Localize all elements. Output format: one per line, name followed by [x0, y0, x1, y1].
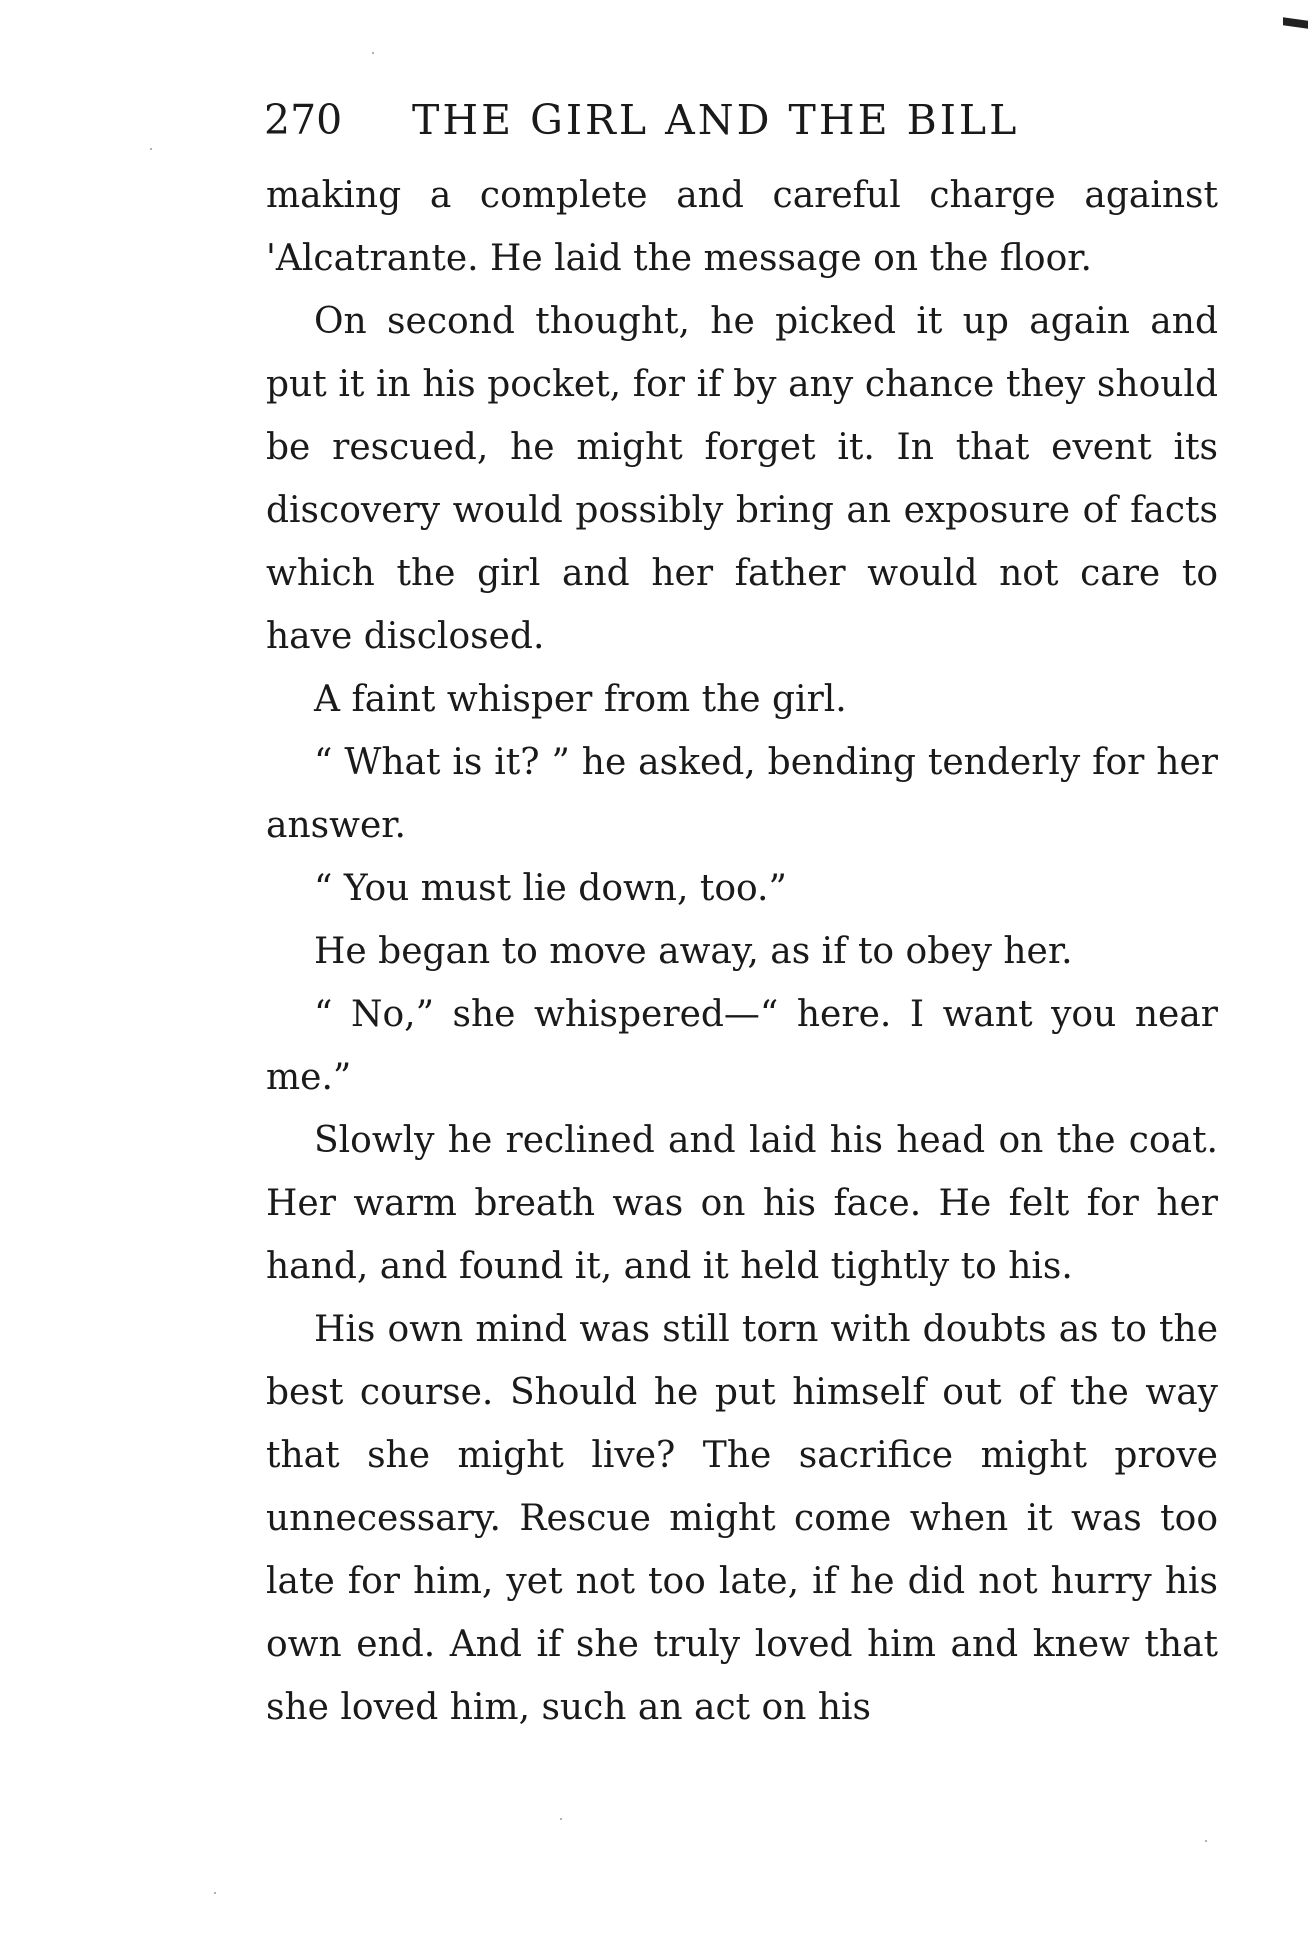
- paragraph: “ What is it? ” he asked, bending tenderly for her answer.: [266, 742, 1218, 846]
- paper-speck: [214, 1892, 216, 1894]
- paragraph: His own mind was still torn with doubts as to the best course. Should he put himself out of the way that she might live? The sacrifice might prove unnecessary. Rescue might come when it was too late for him, yet not too late, if he did not hurry his own end. And if she truly loved him and knew that she loved him, such an act on his: [266, 1309, 1218, 1728]
- paragraph: Slowly he reclined and laid his head on the coat. Her warm breath was on his face. He felt for her hand, and found it, and it held tightly to his.: [266, 1120, 1218, 1287]
- paragraph-continued: making a complete and careful charge against 'Alcatrante. He laid the message on the floor.: [266, 175, 1218, 279]
- page-body-text: [266, 164, 1218, 1739]
- paper-speck: [150, 148, 152, 150]
- paper-speck: [1205, 1840, 1207, 1842]
- corner-ink-mark: [1283, 17, 1308, 29]
- paragraph: On second thought, he picked it up again and put it in his pocket, for if by any chance they should be rescued, he might forget it. In that event its discovery would possibly bring an exposure of facts which the girl and her father would not care to have disclosed.: [266, 301, 1218, 657]
- page-number: 270: [264, 96, 343, 144]
- running-header: [264, 96, 1219, 166]
- paper-speck: [560, 1818, 562, 1820]
- running-title: THE GIRL AND THE BILL: [412, 96, 1020, 144]
- paragraph: “ You must lie down, too.”: [314, 868, 787, 909]
- paragraph: “ No,” she whispered—“ here. I want you near me.”: [266, 994, 1218, 1098]
- paragraph: A faint whisper from the girl.: [314, 679, 847, 720]
- paper-speck: [372, 52, 374, 54]
- paragraph: He began to move away, as if to obey her.: [314, 931, 1073, 972]
